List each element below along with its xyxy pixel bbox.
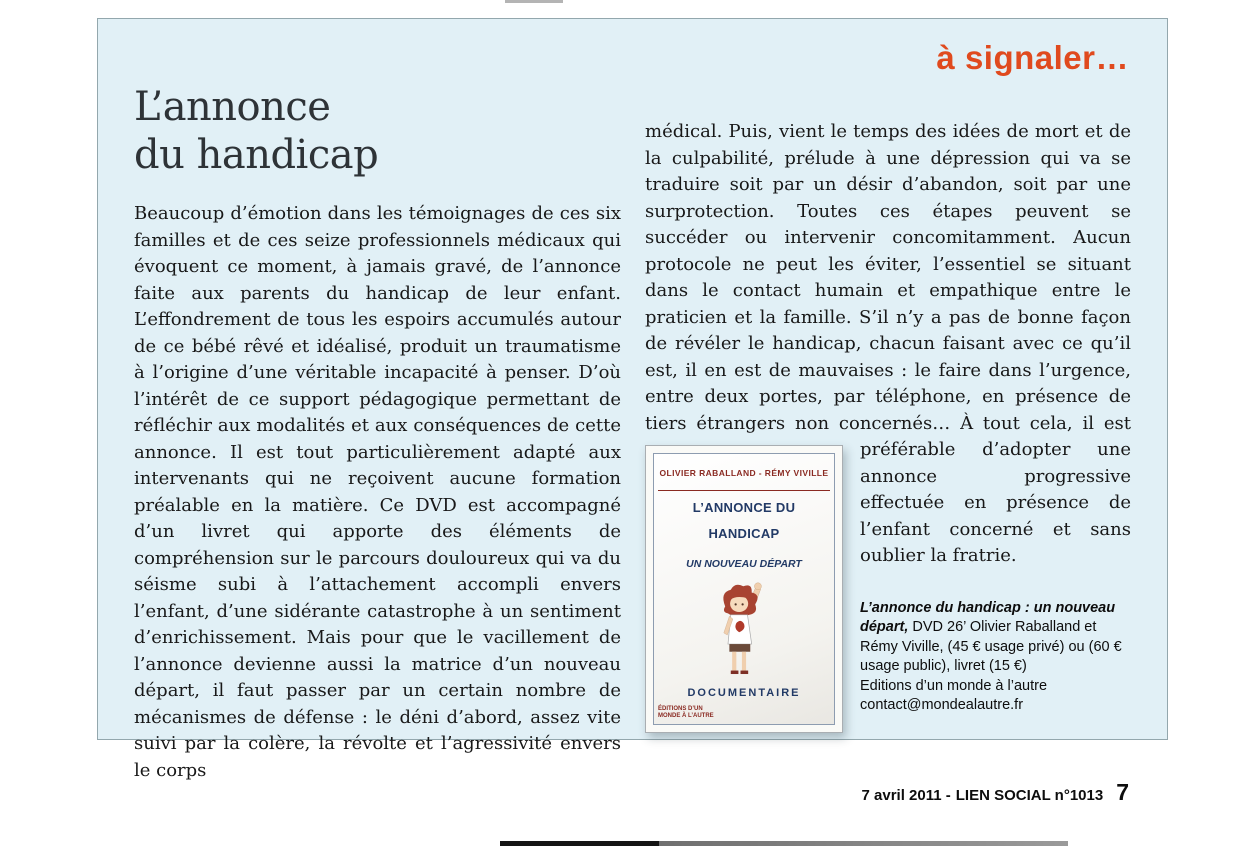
- article-title-line1: L’annonce: [134, 84, 331, 130]
- article-panel: [97, 18, 1168, 781]
- footer-date: 7 avril 2011 -: [861, 787, 951, 804]
- paragraph-left: Beaucoup d’émotion dans les témoignages de ces six familles et de ces seize professionnels médicaux qui évoquent ce moment, à jamais gravé, de l’annonce faite aux parents du handicap de leur enfant. L’effondrement de tous les espoirs accumulés autour de ce bébé rêvé et idéalisé, produit un traumatisme à l’origine d’une véritable incapacité à penser. D’où l’intérêt de ce support pédagogique permettant de réfléchir aux modalités et aux conséquences de cette annonce. Il est tout particulièrement adapté aux intervenants qui ne reçoivent aucune formation préalable en la matière. Ce DVD est accompagné d’un livret qui apporte des éléments de compréhension sur le parcours douloureux qui va du séisme subi à l’attachement accompli envers l’enfant, d’une sidérante catastrophe à un sentiment d’enrichissement. Mais pour que le vacillement de l’annonce devienne aussi la matrice d’un nouveau départ, il faut passer par un certain nombre de mécanismes de défense : le déni d’abord, assez vite suivi par la colère, la révolte et l’agressivité envers le corps: [134, 203, 621, 781]
- dvd-cover-illustration: [692, 580, 796, 678]
- caption-contact: contact@mondealautre.fr: [860, 697, 1024, 713]
- dvd-authors: OLIVIER RABALLAND - RÉMY VIVILLE: [658, 460, 830, 491]
- paragraph-right-part2: cela, il est préférable d’adopter une annonce progressive effectuée en présence de l’enfant concerné et sans oublier la fratrie.: [860, 412, 1131, 566]
- right-column: [645, 119, 1131, 739]
- dvd-genre: DOCUMENTAIRE: [687, 686, 801, 699]
- dvd-title: L’ANNONCE DU HANDICAP: [692, 499, 796, 541]
- paragraph-right-part1: médical. Puis, vient le temps des idées de mort et de la culpabilité, prélude à une dépression qui va se traduire soit par un désir d’abandon, soit par une surprotection. Toutes ces étapes peuvent se succéder ou intervenir concomitamment. Aucun protocole ne peut les éviter, l’essentiel se situant dans le contact humain et empathique entre le praticien et la famille. S’il n’y a pas de bonne façon de révéler le handicap, chacun faisant avec ce qu’il est, il en est de mauvaises : le faire dans l’urgence, entre deux portes, par téléphone, en présence de tiers étrangers non concernés… À tout: [645, 121, 1131, 434]
- dvd-cover-inner: [653, 453, 835, 725]
- page-footer: [862, 779, 1129, 806]
- left-column: [134, 201, 621, 784]
- article-title-line2: du handicap: [134, 132, 379, 178]
- article-title: [134, 83, 378, 179]
- dvd-publisher-logo: ÉDITIONS D’UN MONDE À L’AUTRE: [658, 706, 714, 719]
- footer-page-number: 7: [1116, 779, 1129, 805]
- scan-artifact-top: [505, 0, 563, 3]
- caption-publisher-line: Editions d’un monde à l’autre: [860, 677, 1048, 694]
- caption-details: DVD 26’ Olivier Raballand et Rémy Viville, (45 € usage privé) ou (60 € usage public), livret (15 €): [860, 619, 1122, 674]
- section-label: à signaler…: [936, 39, 1129, 76]
- caption-title: L’annonce du handicap : un nouveau départ,: [860, 599, 1116, 635]
- dvd-cover: [645, 445, 843, 733]
- scan-artifact-bottom: [500, 841, 1068, 846]
- dvd-subtitle: UN NOUVEAU DÉPART: [686, 557, 802, 570]
- footer-magazine: LIEN SOCIAL n°1013: [955, 787, 1104, 804]
